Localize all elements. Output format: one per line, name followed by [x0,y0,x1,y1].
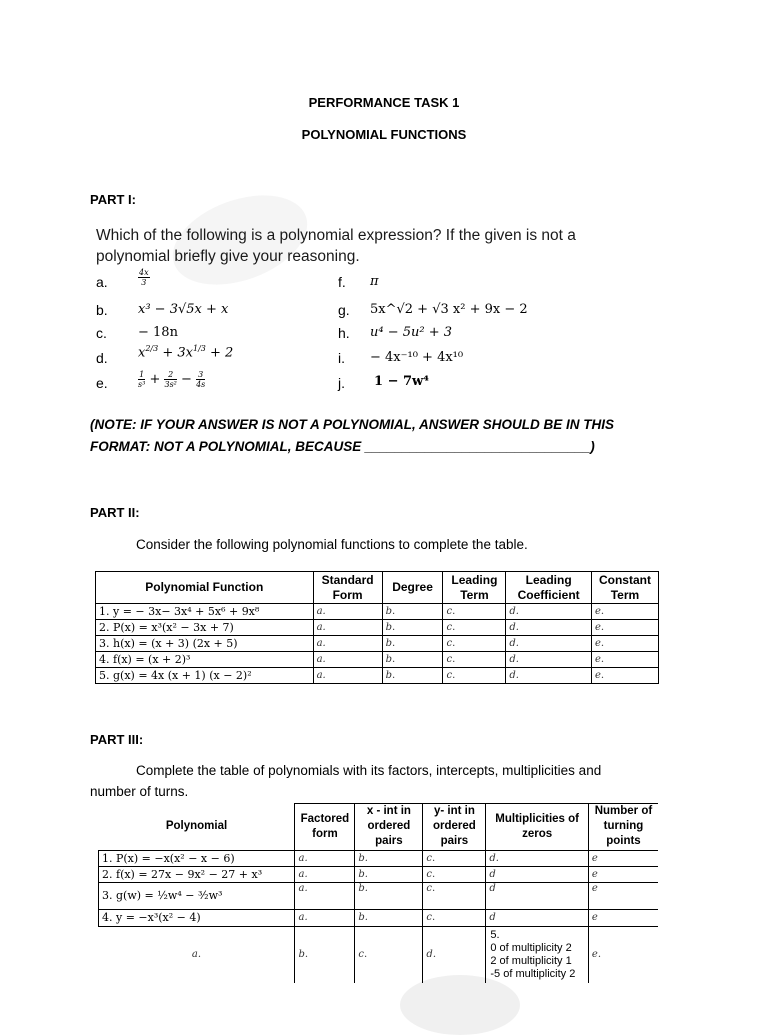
col-header: Number of turning points [588,804,658,851]
polynomial-cell: 3. h(x) = (x + 3) (2x + 5) [96,636,314,652]
answer-cell[interactable]: b. [355,866,423,882]
answer-cell[interactable]: e. [588,926,658,983]
col-header: Multiplicities of zeros [486,804,589,851]
answer-cell[interactable]: d [486,866,589,882]
part1-note-line2: FORMAT: NOT A POLYNOMIAL, BECAUSE ______________________________) [90,439,595,454]
mult-line: -5 of multiplicity 2 [490,967,576,980]
table-row [99,926,659,983]
answer-cell[interactable]: a. [313,604,382,620]
item-expr-h: u⁴ − 5u² + 3 [370,325,453,340]
polynomial-cell: 1. y = − 3x− 3x⁴ + 5x⁶ + 9x⁸ [96,604,314,620]
col-header: x - int in ordered pairs [355,804,423,851]
answer-cell[interactable]: e [588,882,658,909]
answer-cell[interactable]: b. [355,882,423,909]
polynomial-cell: 1. P(x) = −x(x² − x − 6) [99,850,295,866]
item-label-c: c. [96,325,107,341]
answer-cell[interactable]: b. [382,668,443,684]
answer-cell[interactable]: b. [295,926,355,983]
answer-cell[interactable]: a. [99,926,295,983]
answer-cell[interactable]: d. [506,604,592,620]
answer-cell[interactable]: a. [313,668,382,684]
item-expr-e: $\frac{1}{\text{s³}}$ + $\frac{2}{\text{3s²}}$ − $\frac{3}{4s}$ [138,370,206,389]
answer-cell[interactable]: a. [313,620,382,636]
polynomial-cell: 5. g(x) = 4x (x + 1) (x − 2)² [96,668,314,684]
part3-table [98,803,658,983]
item-label-e: e. [96,375,108,391]
table-row [99,850,659,866]
col-header: Polynomial Function [96,572,314,604]
answer-cell[interactable]: c. [423,866,486,882]
part2-heading: PART II: [90,505,140,520]
item-expr-d: $x^{2/3} + 3x^{1/3} + 2$ [138,344,234,361]
page-subtitle: POLYNOMIAL FUNCTIONS [301,127,467,142]
item-label-h: h. [338,325,350,341]
answer-cell[interactable]: d. [506,652,592,668]
answer-cell[interactable]: a. [295,850,355,866]
polynomial-cell: 2. f(x) = 27x − 9x² − 27 + x³ [99,866,295,882]
answer-cell[interactable]: b. [382,604,443,620]
part3-instruction-line1: Complete the table of polynomials with its factors, intercepts, multiplicities and [136,763,602,778]
mult-label: 5. [490,928,500,941]
answer-cell[interactable]: c. [443,652,506,668]
col-header: Leading Term [443,572,506,604]
answer-cell[interactable]: c. [443,668,506,684]
answer-cell[interactable]: d [486,882,589,909]
col-header: Standard Form [313,572,382,604]
item-expr-a: $\frac{4x}{3}$ [139,268,149,287]
table-row [96,636,659,652]
col-header: Leading Coefficient [506,572,592,604]
part1-note-line1: (NOTE: IF YOUR ANSWER IS NOT A POLYNOMIAL, ANSWER SHOULD BE IN THIS [90,417,615,432]
item-label-d: d. [96,350,108,366]
answer-cell[interactable]: e. [591,604,658,620]
col-header: y- int in ordered pairs [423,804,486,851]
item-expr-j: 1 − 7w⁴ [374,374,429,389]
part1-question-line2: polynomial briefly give your reasoning. [96,248,360,265]
answer-cell[interactable]: d. [506,636,592,652]
mult-line: 0 of multiplicity 2 [490,941,572,954]
answer-cell[interactable]: a. [295,909,355,926]
item-expr-b: x³ − 3√5x + x [138,302,229,317]
answer-cell[interactable]: e [588,909,658,926]
answer-cell[interactable]: b. [382,636,443,652]
col-header: Polynomial [99,804,295,851]
table-row [96,620,659,636]
answer-cell[interactable]: b. [382,652,443,668]
part1-heading: PART I: [90,192,136,207]
answer-cell[interactable]: c. [443,636,506,652]
polynomial-cell: 3. g(w) = ½w⁴ − ³⁄₂w³ [99,882,295,909]
mult-line: 2 of multiplicity 1 [490,954,572,967]
answer-cell[interactable]: c. [423,850,486,866]
table-row [96,604,659,620]
item-expr-i: − 4x⁻¹⁰ + 4x¹⁰ [370,350,464,365]
table-row [99,882,659,909]
page-title: PERFORMANCE TASK 1 [308,95,460,110]
answer-cell[interactable]: c. [443,604,506,620]
answer-cell[interactable]: d. [423,926,486,983]
col-header: Constant Term [591,572,658,604]
answer-cell[interactable]: c. [443,620,506,636]
item-label-g: g. [338,302,350,318]
part2-table [95,571,659,684]
item-label-f: f. [338,274,346,290]
table-row [96,668,659,684]
answer-cell[interactable]: d. [506,620,592,636]
part3-instruction-line2: number of turns. [90,784,189,799]
answer-cell[interactable]: e. [591,668,658,684]
table-row [96,652,659,668]
item-label-b: b. [96,302,108,318]
item-label-a: a. [96,274,108,290]
part3-heading: PART III: [90,732,144,747]
answer-cell[interactable]: e. [591,652,658,668]
col-header: Factored form [295,804,355,851]
item-label-i: i. [338,350,345,366]
part1-question-line1: Which of the following is a polynomial expression? If the given is not a [96,227,576,244]
answer-cell[interactable]: e. [591,636,658,652]
multiplicities-cell[interactable] [486,926,589,983]
table-row [99,909,659,926]
answer-cell[interactable]: e [588,866,658,882]
answer-cell[interactable]: a. [313,636,382,652]
polynomial-cell: 4. f(x) = (x + 2)³ [96,652,314,668]
answer-cell[interactable]: d. [486,850,589,866]
watermark-shape [400,975,520,1035]
answer-cell[interactable]: b. [382,620,443,636]
answer-cell[interactable]: e [588,850,658,866]
polynomial-cell: 4. y = −x³(x² − 4) [99,909,295,926]
answer-cell[interactable]: c. [355,926,423,983]
item-expr-c: − 18n [138,325,178,340]
answer-cell[interactable]: a. [295,882,355,909]
col-header: Degree [382,572,443,604]
item-expr-g: 5x^√2 + √3 x² + 9x − 2 [370,302,528,317]
answer-cell[interactable]: a. [313,652,382,668]
part2-instruction: Consider the following polynomial functions to complete the table. [136,537,528,552]
item-label-j: j. [338,375,345,391]
answer-cell[interactable]: e. [591,620,658,636]
item-expr-f: π [370,274,379,289]
polynomial-cell: 2. P(x) = x³(x² − 3x + 7) [96,620,314,636]
answer-cell[interactable]: b. [355,850,423,866]
answer-cell[interactable]: b. [355,909,423,926]
answer-cell[interactable]: d [486,909,589,926]
answer-cell[interactable]: c. [423,882,486,909]
table-row [99,866,659,882]
answer-cell[interactable]: d. [506,668,592,684]
answer-cell[interactable]: a. [295,866,355,882]
answer-cell[interactable]: c. [423,909,486,926]
